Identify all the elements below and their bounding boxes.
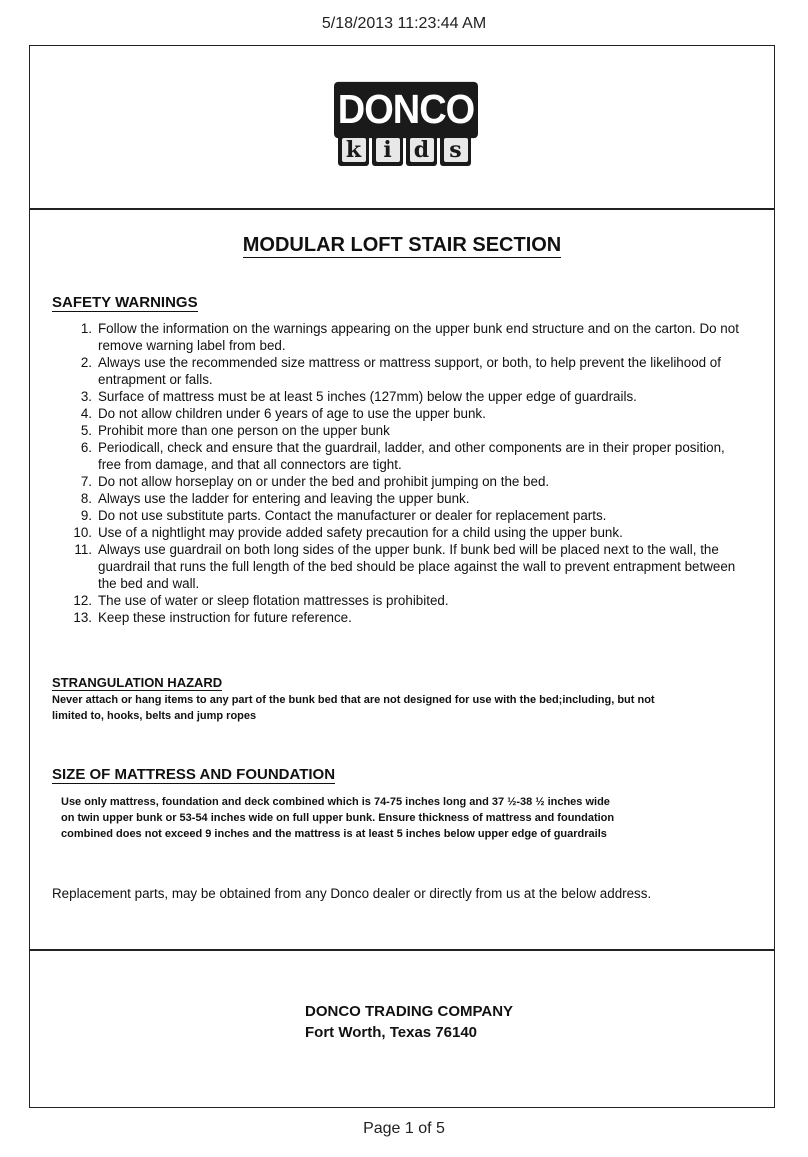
page-title: MODULAR LOFT STAIR SECTION	[242, 234, 562, 256]
list-item: 13. Keep these instruction for future reference.	[73, 610, 352, 625]
mattress-size-heading: SIZE OF MATTRESS AND FOUNDATION	[52, 766, 336, 783]
list-item: 2. Always use the recommended size mattress or mattress support, or both, to help prevent the likelihood of entrapment or falls.	[80, 355, 721, 387]
logo-block-s: s	[440, 134, 471, 166]
logo-kids-blocks	[338, 134, 471, 170]
company-address: Fort Worth, Texas 76140	[305, 1024, 478, 1041]
list-item: 1. Follow the information on the warnings appearing on the upper bunk end structure and on the carton. Do not remove warning label from bed.	[80, 321, 739, 353]
list-item: 9. Do not use substitute parts. Contact the manufacturer or dealer for replacement parts.	[80, 508, 607, 523]
list-item: 5. Prohibit more than one person on the upper bunk	[80, 423, 390, 438]
safety-warnings-heading: SAFETY WARNINGS	[52, 294, 198, 311]
logo-brand-text: DONCO	[334, 82, 478, 138]
print-timestamp: 5/18/2013 11:23:44 AM	[321, 15, 487, 32]
list-item: 12. The use of water or sleep flotation mattresses is prohibited.	[73, 593, 449, 608]
list-item: 3. Surface of mattress must be at least 5 inches (127mm) below the upper edge of guardrails.	[80, 389, 637, 404]
list-item: 7. Do not allow horseplay on or under the bed and prohibit jumping on the bed.	[80, 474, 550, 489]
page-number: Page 1 of 5	[363, 1120, 445, 1137]
list-item: 8. Always use the ladder for entering and leaving the upper bunk.	[80, 491, 470, 506]
company-name: DONCO TRADING COMPANY	[305, 1003, 514, 1020]
strangulation-text: Never attach or hang items to any part of the bunk bed that are not designed for use with the bed;including, but not limited to, hooks, belts and jump ropes	[52, 694, 655, 722]
donco-kids-logo	[334, 84, 480, 174]
list-item: 11. Always use guardrail on both long sides of the upper bunk. If bunk bed will be placed next to the wall, the guardrail that runs the full length of the bed should be place against the wall to prevent entrapment between the bed and wall.	[74, 542, 736, 591]
logo-block-d: d	[406, 134, 437, 166]
replacement-parts-note: Replacement parts, may be obtained from any Donco dealer or directly from us at the below address.	[52, 886, 652, 901]
safety-warnings-list	[58, 320, 748, 626]
company-address-block	[305, 1001, 513, 1043]
document-frame	[29, 45, 775, 1108]
logo-block-i: i	[372, 134, 403, 166]
strangulation-heading: STRANGULATION HAZARD	[52, 675, 223, 690]
divider-bottom	[30, 949, 774, 951]
divider-top	[30, 208, 774, 210]
list-item: 10. Use of a nightlight may provide added safety precaution for a child using the upper bunk.	[73, 525, 623, 540]
logo-block-k: k	[338, 134, 369, 166]
list-item: 6. Periodicall, check and ensure that the guardrail, ladder, and other components are in their proper position, free from damage, and that all connectors are tight.	[80, 440, 725, 472]
mattress-size-text: Use only mattress, foundation and deck combined which is 74-75 inches long and 37 ½-38 ½ inches wide on twin upper bunk or 53-54 inches wide on full upper bunk. Ensure thickness of mattress and foundation combined does not exceed 9 inches and the mattress is at least 5 inches below upper edge of guardrails	[61, 796, 615, 840]
list-item: 4. Do not allow children under 6 years of age to use the upper bunk.	[80, 406, 486, 421]
